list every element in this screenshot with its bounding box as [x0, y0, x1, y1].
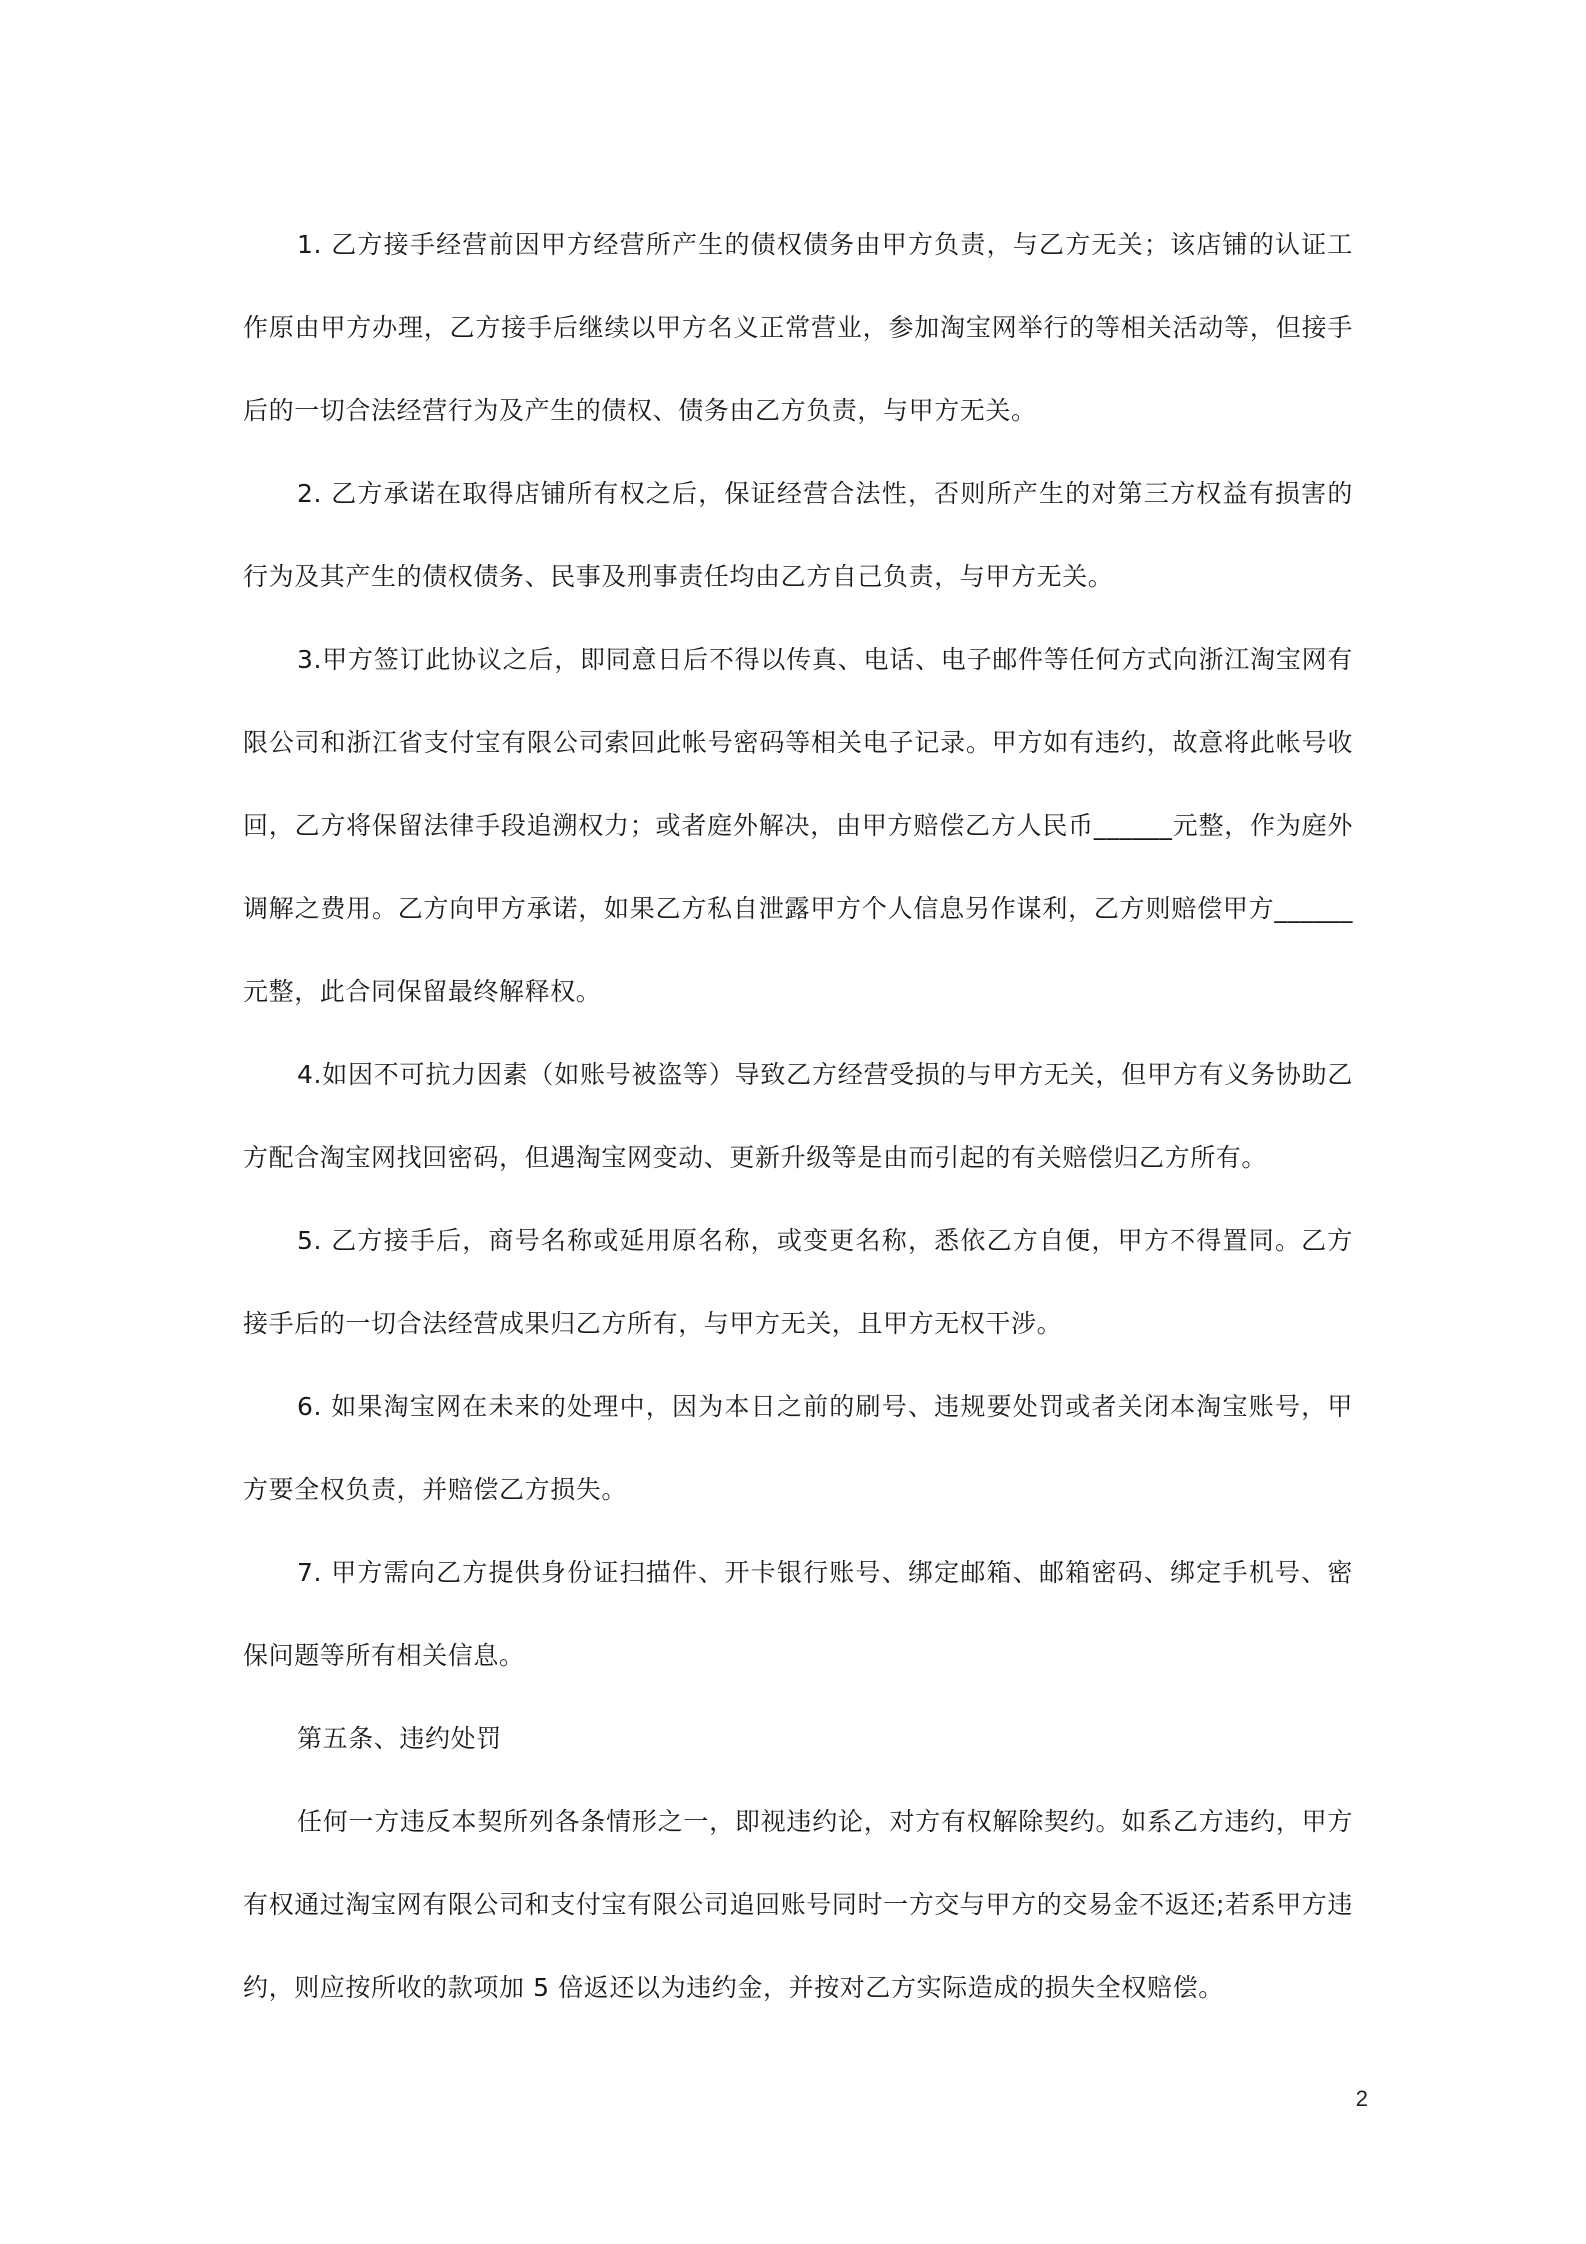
clause-4: 4.如因不可抗力因素（如账号被盗等）导致乙方经营受损的与甲方无关，但甲方有义务协助乙方配合淘宝网找回密码，但遇淘宝网变动、更新升级等是由而引起的有关赔偿归乙方所有。 [243, 1060, 1353, 1172]
clause-6: 6. 如果淘宝网在未来的处理中，因为本日之前的刷号、违规要处罚或者关闭本淘宝账号，甲方要全权负责，并赔偿乙方损失。 [243, 1392, 1353, 1504]
clause-2: 2. 乙方承诺在取得店铺所有权之后，保证经营合法性，否则所产生的对第三方权益有损害的行为及其产生的债权债务、民事及刑事责任均由乙方自己负责，与甲方无关。 [243, 479, 1353, 591]
page-number: 2 [1355, 2086, 1368, 2111]
section-paragraph: 任何一方违反本契所列各条情形之一，即视违约论，对方有权解除契约。如系乙方违约，甲方有权通过淘宝网有限公司和支付宝有限公司追回账号同时一方交与甲方的交易金不返还;若系甲方违约，则应按所收的款项加 5 倍返还以为违约金，并按对乙方实际造成的损失全权赔偿。 [243, 1807, 1353, 2002]
clause-7: 7. 甲方需向乙方提供身份证扫描件、开卡银行账号、绑定邮箱、邮箱密码、绑定手机号、密保问题等所有相关信息。 [243, 1558, 1353, 1670]
section-heading: 第五条、违约处罚 [297, 1724, 502, 1753]
clause-1: 1. 乙方接手经营前因甲方经营所产生的债权债务由甲方负责，与乙方无关；该店铺的认证工作原由甲方办理，乙方接手后继续以甲方名义正常营业，参加淘宝网举行的等相关活动等，但接手后的一切合法经营行为及产生的债权、债务由乙方负责，与甲方无关。 [243, 230, 1353, 425]
clause-3: 3.甲方签订此协议之后，即同意日后不得以传真、电话、电子邮件等任何方式向浙江淘宝网有限公司和浙江省支付宝有限公司索回此帐号密码等相关电子记录。甲方如有违约，故意将此帐号收回，乙方将保留法律手段追溯权力；或者庭外解决，由甲方赔偿乙方人民币______元整，作为庭外调解之费用。乙方向甲方承诺，如果乙方私自泄露甲方个人信息另作谋利，乙方则赔偿甲方______元整，此合同保留最终解释权。 [243, 645, 1353, 1006]
document-body [243, 203, 1353, 2029]
clause-5: 5. 乙方接手后，商号名称或延用原名称，或变更名称，悉依乙方自便，甲方不得置同。乙方接手后的一切合法经营成果归乙方所有，与甲方无关，且甲方无权干涉。 [243, 1226, 1353, 1338]
